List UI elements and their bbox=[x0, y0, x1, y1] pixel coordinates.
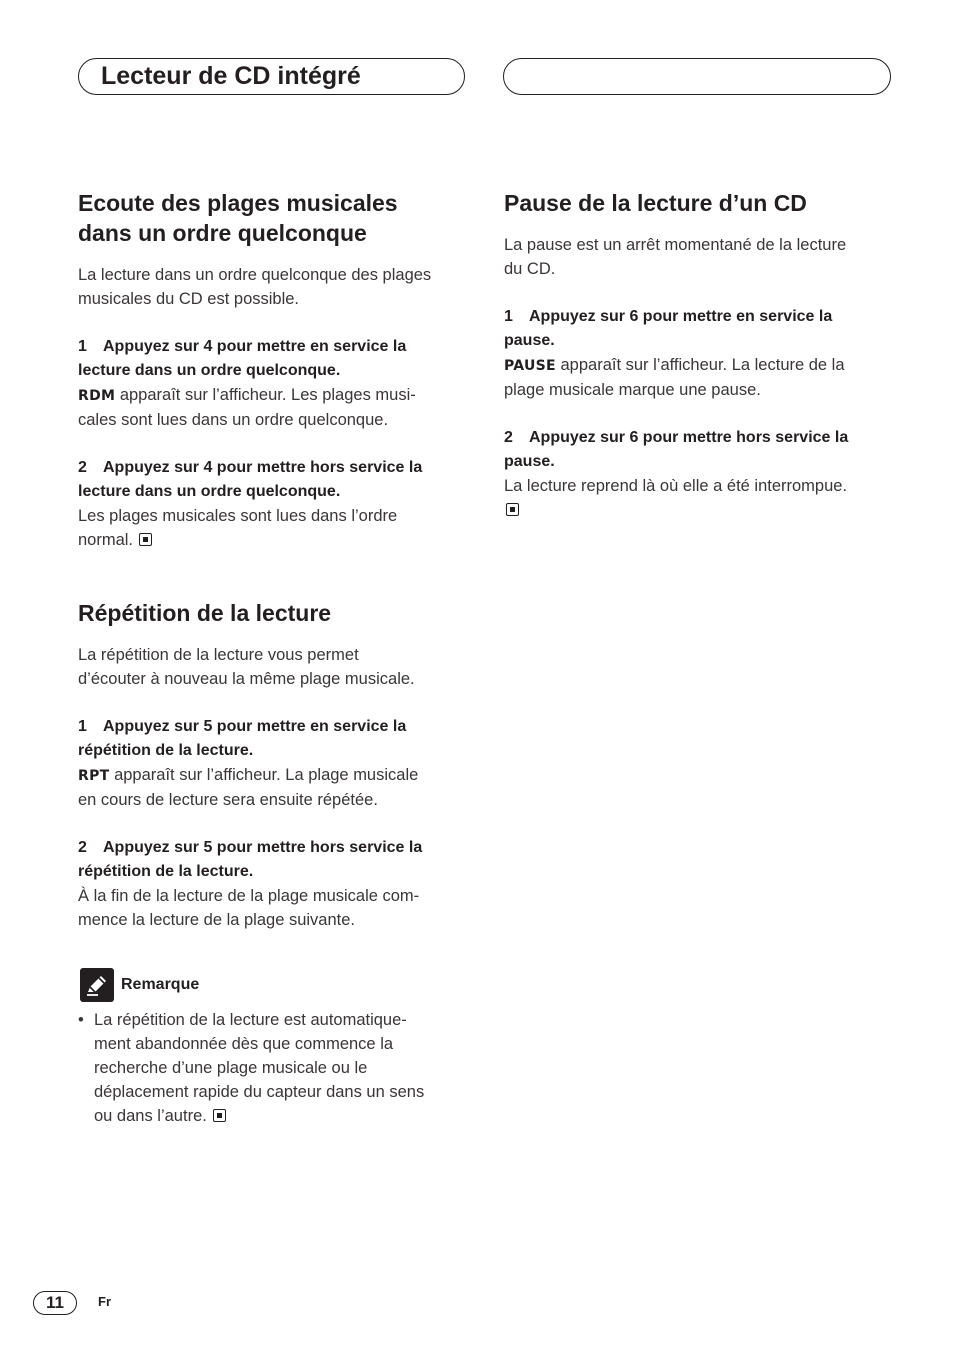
section-heading-pause: Pause de la lecture d’un CD bbox=[504, 190, 807, 216]
pencil-note-icon bbox=[80, 968, 114, 1002]
page-number: 11 bbox=[33, 1291, 77, 1315]
section-intro: La répétition de la lecture vous permet d’écouter à nouveau la même plage musicale. bbox=[78, 646, 415, 688]
step-2 bbox=[78, 456, 468, 552]
step-2 bbox=[504, 426, 894, 522]
step-body: RPT apparaît sur l’afficheur. La plage musicale en cours de lecture sera ensuite répétée. bbox=[78, 766, 419, 809]
step-title: 1 Appuyez sur 6 pour mettre en service la pause. bbox=[504, 308, 833, 349]
step-body: PAUSE apparaît sur l’afficheur. La lecture de la plage musicale marque une pause. bbox=[504, 356, 845, 399]
section-repeat-play bbox=[78, 598, 468, 1128]
note-box bbox=[78, 968, 468, 1128]
step-title: 1 Appuyez sur 4 pour mettre en service la lecture dans un ordre quelconque. bbox=[78, 338, 407, 379]
step-body: RDM apparaît sur l’afficheur. Les plages musi- cales sont lues dans un ordre quelconque. bbox=[78, 386, 416, 429]
section-random-play bbox=[78, 188, 468, 552]
display-indicator: RPT bbox=[78, 768, 110, 784]
step-title: 1 Appuyez sur 5 pour mettre en service la répétition de la lecture. bbox=[78, 718, 407, 759]
header-tab-title bbox=[78, 58, 465, 95]
step-body: Les plages musicales sont lues dans l’ordre normal. bbox=[78, 507, 398, 549]
display-indicator: RDM bbox=[78, 388, 116, 404]
section-heading-repeat: Répétition de la lecture bbox=[78, 600, 332, 626]
step-1 bbox=[78, 335, 468, 432]
end-mark-icon bbox=[213, 1109, 226, 1122]
step-title: 2 Appuyez sur 6 pour mettre hors service la pause. bbox=[504, 429, 849, 470]
note-text: La répétition de la lecture est automatique- ment abandonnée dès que commence la recherche d’une plage musicale ou le déplacement rapide du capteur dans un sens ou dans l’autre. bbox=[94, 1011, 425, 1125]
step-title: 2 Appuyez sur 5 pour mettre hors service la répétition de la lecture. bbox=[78, 839, 423, 880]
language-code: Fr bbox=[98, 1294, 111, 1309]
section-intro: La pause est un arrêt momentané de la lecture du CD. bbox=[504, 236, 847, 278]
step-title: 2 Appuyez sur 4 pour mettre hors service la lecture dans un ordre quelconque. bbox=[78, 459, 423, 500]
section-heading-random: Ecoute des plages musicales dans un ordre quelconque bbox=[78, 190, 398, 246]
header-tab-empty bbox=[503, 58, 891, 95]
note-header bbox=[78, 968, 468, 1002]
step-2 bbox=[78, 836, 468, 932]
page-title: Lecteur de CD intégré bbox=[101, 62, 361, 90]
section-intro: La lecture dans un ordre quelconque des plages musicales du CD est possible. bbox=[78, 266, 432, 308]
right-column bbox=[504, 188, 894, 522]
left-column bbox=[78, 188, 468, 1128]
note-body bbox=[78, 1008, 468, 1128]
step-1 bbox=[504, 305, 894, 402]
step-body: La lecture reprend là où elle a été interrompue. bbox=[504, 474, 894, 522]
end-mark-icon bbox=[506, 503, 519, 516]
end-mark-icon bbox=[139, 533, 152, 546]
section-pause bbox=[504, 188, 894, 522]
display-indicator: PAUSE bbox=[504, 358, 556, 374]
note-label: Remarque bbox=[121, 976, 200, 993]
step-1 bbox=[78, 715, 468, 812]
step-body: À la fin de la lecture de la plage musicale com- mence la lecture de la plage suivante. bbox=[78, 887, 420, 929]
bullet: • bbox=[78, 1011, 84, 1029]
